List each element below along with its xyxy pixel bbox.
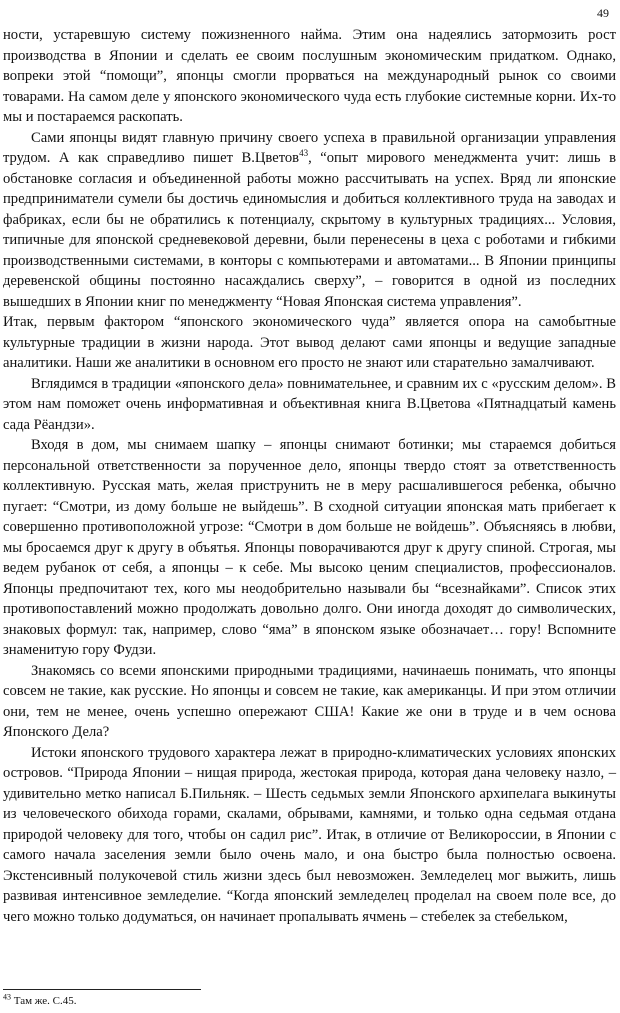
page-number: 49 (597, 6, 609, 20)
paragraph-3: Итак, первым фактором “японского экономического чуда” является опора на самобытные культурные традиции в жизни народа. Этот вывод делают сами японцы и ведущие западные аналитики. Наши же аналитики в основном его просто не знают или старательно замалчивают. (3, 314, 616, 371)
footnote-text: Там же. С.45. (11, 995, 77, 1007)
footnote-reference[interactable]: 43 (299, 148, 309, 159)
footnote (3, 994, 76, 1008)
footnote-divider (3, 989, 201, 990)
paragraph-1: ности, устаревшую систему пожизненного найма. Этим она надеялись затормозить рост производства в Японии и сделать ее своим послушным экономическим придатком. Однако, вопреки этой “помощи”, японцы смогли прорваться на международный рынок со своими товарами. На самом деле у японского экономического чуда есть глубокие системные корни. Их-то мы и постараемся раскопать. (3, 27, 616, 125)
paragraph-2-end: , “опыт мирового менеджмента учит: лишь в обстановке согласия и объединенной работы можно рассчитывать на успех. Вряд ли японские предприниматели сумели бы достичь единомыслия и добиться коллективного труда на заводах и фабриках, если бы не обратились к потенциалу, скрытому в культурных традициях... Условия, типичные для японской средневековой деревни, были перенесены в цеха с роботами и гибкими производственными системами, в конторы с компьютерами и автоматами... В Японии принципы деревенской общины постоянно насаждались сверху”, – говорится в одной из последних вышедших в Японии книг по менеджменту “Новая Японская система управления”. (3, 150, 616, 310)
footnote-number: 43 (3, 992, 11, 1002)
paragraph-5: Входя в дом, мы снимаем шапку – японцы снимают ботинки; мы стараемся добиться персональной ответственности за порученное дело, японцы твердо стоят за ответственность коллективную. Русская мать, желая приструнить не в меру расшалившегося ребенка, обычно пугает: “Смотри, из дому больше не выйдешь”. В сходной ситуации японская мать прибегает к совершенно противоположной угрозе: “Смотри в дом больше не войдешь”. Объясняясь в любви, мы бросаемся друг к другу в объятья. Японцы поворачиваются друг к другу спиной. Строгая, мы ведем рубанок от себя, а японцы – к себе. Мы высоко ценим специалистов, профессионалов. Японцы предпочитают тех, кого мы неодобрительно называли бы “всезнайками”. Список этих противопоставлений можно продолжать довольно долго. Они иногда доходят до символических, знаковых формул: так, например, слово “яма” в японском языке обозначает… гору! Вспомните знаменитую гору Фудзи. (3, 437, 616, 658)
paragraph-7: Истоки японского трудового характера лежат в природно-климатических условиях японских островов. “Природа Японии – нищая природа, жестокая природа, которая дана человеку назло, – удивительно метко написал Б.Пильняк. – Шесть седьмых земли Японского архипелага выкинуты из человеческого обихода горами, скалами, обрывами, камнями, и только одна седьмая отдана природой человеку для того, чтобы он садил рис”. Итак, в отличие от Великороссии, в Японии с самого начала заселения земли было очень мало, и она быстро была полностью освоена. Экстенсивный полукочевой стиль жизни здесь был невозможен. Земледелец мог выжить, лишь развивая интенсивное земледелие. “Когда японский земледелец проделал на своем поле все, до чего можно только додуматься, он начинает пропалывать ячмень – стебелек за стебельком, (3, 744, 616, 925)
paragraph-2 (3, 128, 616, 313)
body-text (3, 25, 616, 927)
paragraph-4: Вглядимся в традиции «японского дела» повнимательнее, и сравним их с «русским делом». В этом нам поможет очень информативная и объективная книга В.Цветова «Пятнадцатый камень сада Рёандзи». (3, 375, 616, 433)
paragraph-6: Знакомясь со всеми японскими природными традициями, начинаешь понимать, что японцы совсем не такие, как русские. Но японцы и совсем не такие, как американцы. И при этом отличии они, тем не менее, очень успешно опережают США! Какие же они в труде и в чем основа Японского Дела? (3, 662, 616, 740)
paragraph-2-start: Сами японцы видят главную причину своего успеха в правильной организации управления трудом. А как справедливо пишет В.Цветов (3, 129, 616, 166)
